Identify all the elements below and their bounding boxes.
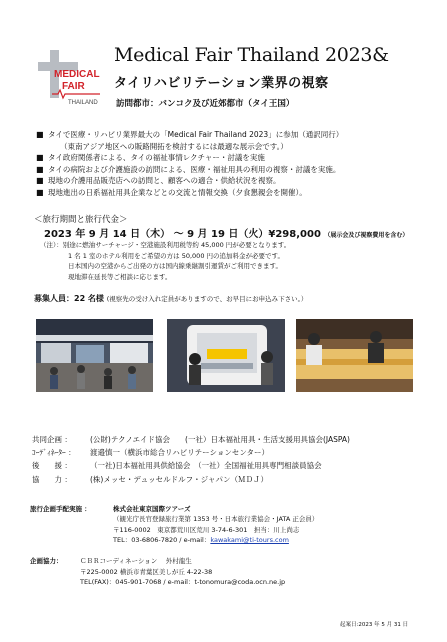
organizer-value: （一社)日本福祉用具供給協会 （一社）全国福祉用具専門相談員協会 [90,461,322,471]
note-line: 日本国内の空港からご出発の方は国内線乗継割引運賃がご利用できます。 [68,262,282,271]
highlight-list [36,129,436,199]
list-item-sub: （東南アジア地区への販路開拓を検討するには最適な展示会です。） [60,141,288,151]
visit-cities: 訪問都市：バンコク及び近郊都市（タイ王国） [116,99,295,109]
note-line: （注）：別途に燃油サーチャージ・空港施設利用税等約 45,000 円が必要となります。 [40,241,291,249]
note-line: 1 名 1 室のホテル利用をご希望の方は 50,000 円の追加料金が必要です。 [68,251,285,260]
agency-name: 株式会社東京国際ツアーズ [113,505,191,513]
list-item: ■ 現地進出の日系福祉用具企業などとの交流と情報交換（夕食懇親会を開催）。 [36,187,436,199]
trip-notes [40,240,290,282]
title-japanese: タイリハビリテーション業界の視察 [114,76,329,91]
coop-label: 企画協力： [30,557,63,565]
trip-dates: 2023 年 9 月 14 日（木） ～ 9 月 19 日（火）¥298,000 [44,229,321,240]
note-line: 現地滞在延長等ご相談に応じます。 [68,272,172,281]
trip-period-heading: ＜旅行期間と旅行代金＞ [34,215,128,225]
list-item: ■ タイで医療・リハビリ業界最大の「Medical Fair Thailand 2023」に参加（通訳同行） [36,129,436,141]
organizer-row [32,459,350,472]
trip-dates-price [44,225,408,240]
recruitment [34,293,307,304]
title-english: Medical Fair Thailand 2023& [114,44,389,66]
recruitment-note: (視察先の受け入れ定員がありますので、お早目にお申込み下さい。） [106,295,308,303]
organizer-value: (株)メッセ・デュッセルドルフ・ジャパン（ＭＤＪ） [90,474,268,484]
photo-exhibition-hall [36,319,153,392]
organizer-label: 協 力 ： [32,474,72,484]
recruitment-count: 募集人員：22 名様 [34,294,104,303]
logo-text-fair: FAIR [62,81,85,92]
issue-date: 起案日:2023 年 5 月 31 日 [340,622,409,628]
list-item: ■ 現地の介護用品販売店への訪問と、顧客への適合・供給状況を視察。 [36,175,436,187]
planning-cooperation [30,556,285,588]
agency-registration: （観光庁長官登録旅行業第 1353 号・日本旅行業協会・JATA 正会員） [113,515,319,524]
organizers [32,433,350,486]
list-item: ■ タイ政府関係者による、タイの福祉事情レクチャー・討議を実施 [36,152,436,164]
coop-contact: TEL(FAX)：045-901-7068 / e-mail：t-tonomura@coda.ocn.ne.jp [80,578,286,586]
coop-name: ＣＢＲコーディネーション 外村龍生 [80,557,192,565]
organizer-value: (公財)テクノエイド協会 (一社）日本福祉用具・生活支援用具協会(JASPA) [90,435,350,444]
photo-ambulance-vehicle [167,319,285,392]
organizer-label: 共同企画 ： [32,435,72,444]
organizer-row [32,433,350,446]
organizer-label: ｺｰﾃﾞｨﾈｰﾀｰ ： [32,448,76,458]
travel-agency [30,504,318,545]
trip-price-note: （展示会及び視察費用を含む） [324,232,409,239]
agency-contact [30,535,318,545]
organizer-label: 後 援 ： [32,461,72,471]
photo-mattress-demo [296,319,413,392]
agency-contact-text: TEL：03-6806-7820 / e-mail： [113,535,211,544]
agency-email-link[interactable]: kawakami@ti-tours.com [210,535,289,544]
logo-text-thailand: THAILAND [68,100,98,106]
logo-text-medical: MEDICAL [54,69,100,80]
coop-address: 〒225-0002 横浜市青葉区美しが丘 4-22-38 [80,567,213,576]
organizer-row [32,473,350,486]
agency-address: 〒116-0002 東京都荒川区荒川 3-74-6-301 担当：川上尚志 [113,525,300,534]
organizer-value: 渡邉慎一（横浜市総合リハビリテーションセンター） [90,448,270,458]
agency-label: 旅行企画手配実施 ： [30,505,91,513]
medical-fair-thailand-logo [38,50,104,106]
organizer-row [32,446,350,459]
list-item: ■ タイの病院および介護施設の訪問による、医療・福祉用具の利用の視察・討議を実施。 [36,164,436,176]
